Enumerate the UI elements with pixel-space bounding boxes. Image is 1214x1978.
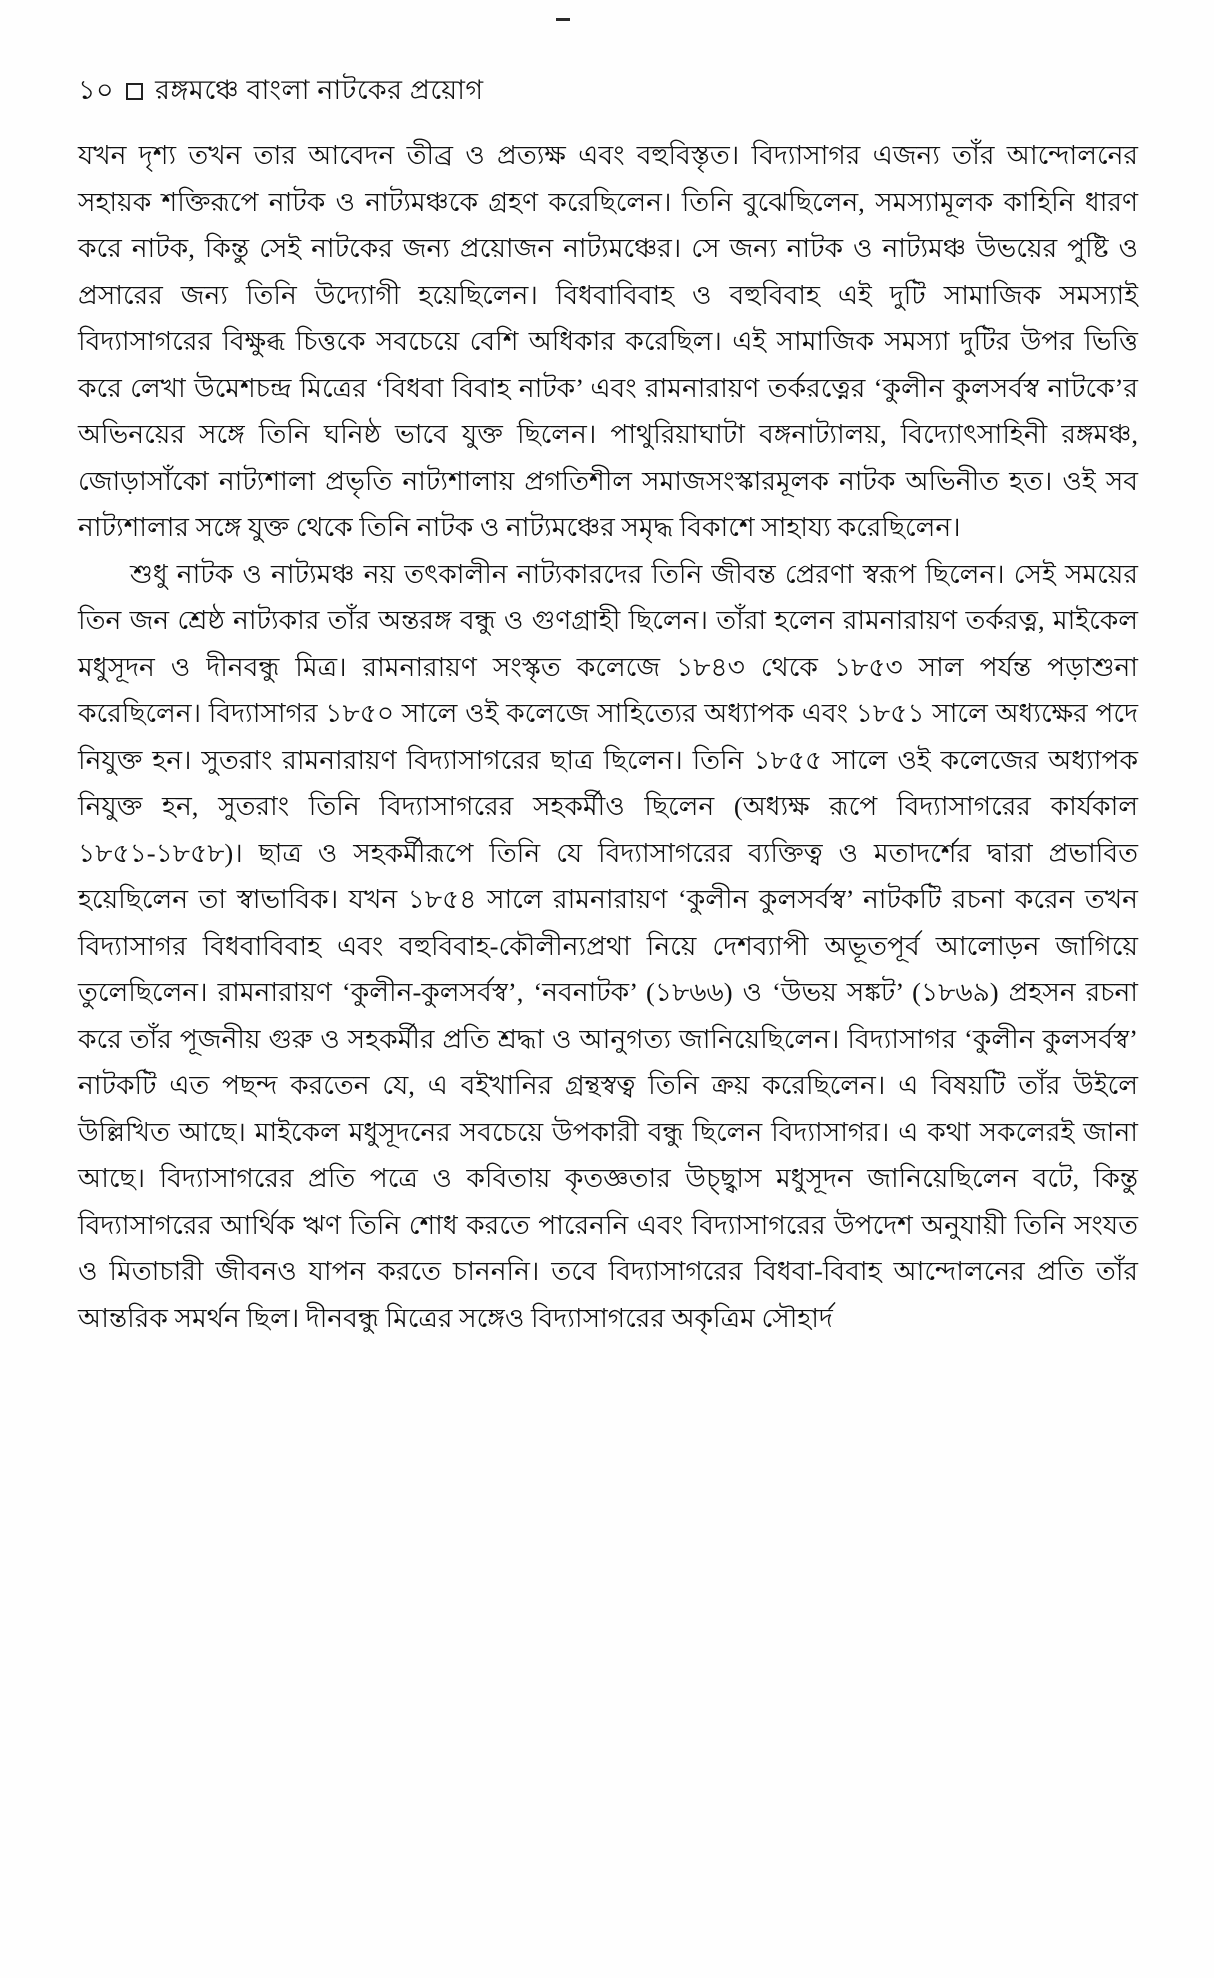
page-number: ১০ [78,75,115,105]
running-header [78,70,1138,115]
page-body [78,132,1138,1341]
running-head-title: রঙ্গমঞ্চে বাংলা নাটকের প্রয়োগ [155,75,484,105]
paragraph-2: শুধু নাটক ও নাট্যমঞ্চ নয় তৎকালীন নাট্যকারদের তিনি জীবন্ত প্রেরণা স্বরূপ ছিলেন। সেই সময়ের তিন জন শ্রেষ্ঠ নাট্যকার তাঁর অন্তরঙ্গ বন্ধু ও গুণগ্রাহী ছিলেন। তাঁরা হলেন রামনারায়ণ তর্করত্ন, মাইকেল মধুসূদন ও দীনবন্ধু মিত্র। রামনারায়ণ সংস্কৃত কলেজে ১৮৪৩ থেকে ১৮৫৩ সাল পর্যন্ত পড়াশুনা করেছিলেন। বিদ্যাসাগর ১৮৫০ সালে ওই কলেজে সাহিত্যের অধ্যাপক এবং ১৮৫১ সালে অধ্যক্ষের পদে নিযুক্ত হন। সুতরাং রামনারায়ণ বিদ্যাসাগরের ছাত্র ছিলেন। তিনি ১৮৫৫ সালে ওই কলেজের অধ্যাপক নিযুক্ত হন, সুতরাং তিনি বিদ্যাসাগরের সহকর্মীও ছিলেন (অধ্যক্ষ রূপে বিদ্যাসাগরের কার্যকাল ১৮৫১-১৮৫৮)। ছাত্র ও সহকর্মীরূপে তিনি যে বিদ্যাসাগরের ব্যক্তিত্ব ও মতাদর্শের দ্বারা প্রভাবিত হয়েছিলেন তা স্বাভাবিক। যখন ১৮৫৪ সালে রামনারায়ণ ‘কুলীন কুলসর্বস্ব’ নাটকটি রচনা করেন তখন বিদ্যাসাগর বিধবাবিবাহ এবং বহুবিবাহ-কৌলীন্যপ্রথা নিয়ে দেশব্যাপী অভূতপূর্ব আলোড়ন জাগিয়ে তুলেছিলেন। রামনারায়ণ ‘কুলীন-কুলসর্বস্ব’, ‘নবনাটক’ (১৮৬৬) ও ‘উভয় সঙ্কট’ (১৮৬৯) প্রহসন রচনা করে তাঁর পূজনীয় গুরু ও সহকর্মীর প্রতি শ্রদ্ধা ও আনুগত্য জানিয়েছিলেন। বিদ্যাসাগর ‘কুলীন কুলসর্বস্ব’ নাটকটি এত পছন্দ করতেন যে, এ বইখানির গ্রন্থস্বত্ব তিনি ক্রয় করেছিলেন। এ বিষয়টি তাঁর উইলে উল্লিখিত আছে। মাইকেল মধুসূদনের সবচেয়ে উপকারী বন্ধু ছিলেন বিদ্যাসাগর। এ কথা সকলেরই জানা আছে। বিদ্যাসাগরের প্রতি পত্রে ও কবিতায় কৃতজ্ঞতার উচ্ছ্বাস মধুসূদন জানিয়েছিলেন বটে, কিন্তু বিদ্যাসাগরের আর্থিক ঋণ তিনি শোধ করতে পারেননি এবং বিদ্যাসাগরের উপদেশ অনুযায়ী তিনি সংযত ও মিতাচারী জীবনও যাপন করতে চানননি। তবে বিদ্যাসাগরের বিধবা-বিবাহ আন্দোলনের প্রতি তাঁর আন্তরিক সমর্থন ছিল। দীনবন্ধু মিত্রের সঙ্গেও বিদ্যাসাগরের অকৃত্রিম সৌহার্দ [78,558,1138,1333]
square-bullet-icon [126,83,143,100]
paragraph-1: যখন দৃশ্য তখন তার আবেদন তীব্র ও প্রত্যক্ষ এবং বহুবিস্তৃত। বিদ্যাসাগর এজন্য তাঁর আন্দোলনের সহায়ক শক্তিরূপে নাটক ও নাট্যমঞ্চকে গ্রহণ করেছিলেন। তিনি বুঝেছিলেন, সমস্যামূলক কাহিনি ধারণ করে নাটক, কিন্তু সেই নাটকের জন্য প্রয়োজন নাট্যমঞ্চের। সে জন্য নাটক ও নাট্যমঞ্চ উভয়ের পুষ্টি ও প্রসারের জন্য তিনি উদ্যোগী হয়েছিলেন। বিধবাবিবাহ ও বহুবিবাহ এই দুটি সামাজিক সমস্যাই বিদ্যাসাগরের বিক্ষুব্ধ চিত্তকে সবচেয়ে বেশি অধিকার করেছিল। এই সামাজিক সমস্যা দুটির উপর ভিত্তি করে লেখা উমেশচন্দ্র মিত্রের ‘বিধবা বিবাহ নাটক’ এবং রামনারায়ণ তর্করত্নের ‘কুলীন কুলসর্বস্ব নাটকে’র অভিনয়ের সঙ্গে তিনি ঘনিষ্ঠ ভাবে যুক্ত ছিলেন। পাথুরিয়াঘাটা বঙ্গনাট্যালয়, বিদ্যোৎসাহিনী রঙ্গমঞ্চ, জোড়াসাঁকো নাট্যশালা প্রভৃতি নাট্যশালায় প্রগতিশীল সমাজসংস্কারমূলক নাটক অভিনীত হত। ওই সব নাট্যশালার সঙ্গে যুক্ত থেকে তিনি নাটক ও নাট্যমঞ্চের সমৃদ্ধ বিকাশে সাহায্য করেছিলেন। [78,140,1138,542]
page-top-mark [556,18,570,21]
